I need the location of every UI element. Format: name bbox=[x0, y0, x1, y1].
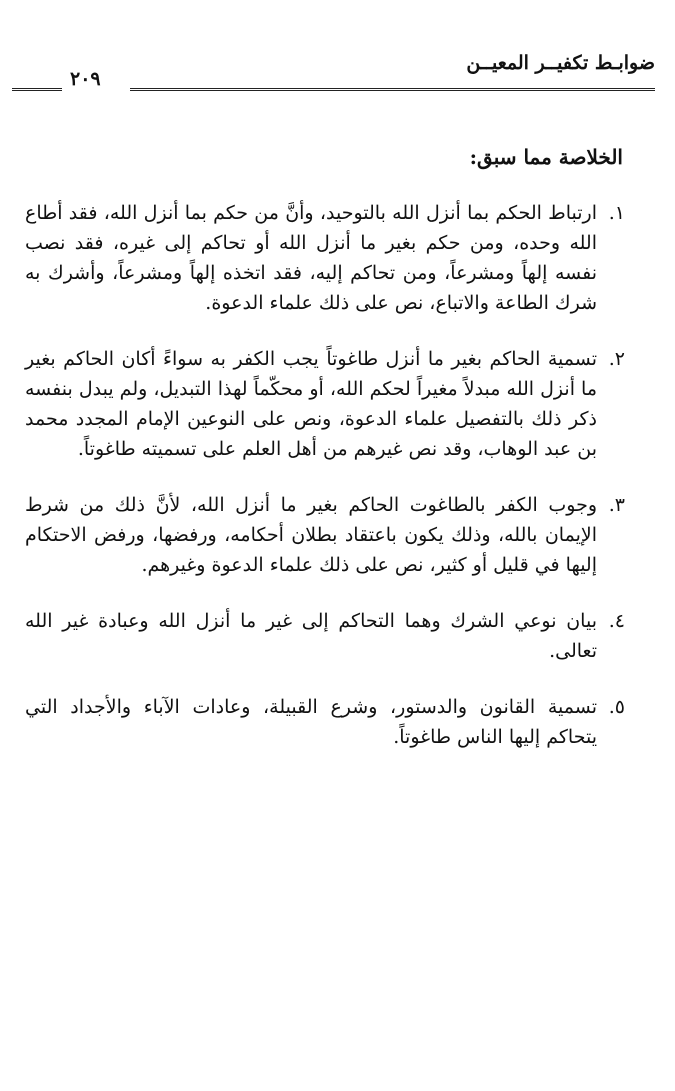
page-number: ٢٠٩ bbox=[70, 68, 101, 90]
item-text: تسمية القانون والدستور، وشرع القبيلة، وعادات الآباء والأجداد التي يتحاكم إليها الناس طاغوتاً. bbox=[25, 696, 597, 748]
item-text: ارتباط الحكم بما أنزل الله بالتوحيد، وأنَّ من حكم بما أنزل الله، فقد أطاع الله وحده، ومن حكم بغير ما أنزل الله أو تحاكم إلى غيره، فقد نصب نفسه إلهاً ومشرعاً، ومن تحاكم إليه، فقد اتخذه إلهاً ومشرعاً، وأشرك به شرك الطاعة والاتباع، نص على ذلك علماء الدعوة. bbox=[25, 202, 597, 314]
item-number: ٢. bbox=[608, 348, 625, 370]
list-item bbox=[25, 344, 625, 464]
item-text: وجوب الكفر بالطاغوت الحاكم بغير ما أنزل الله، لأنَّ ذلك من شرط الإيمان بالله، وذلك يكون باعتقاد بطلان أحكامه، ورفضها، ورفض الاحتكام إليها في قليل أو كثير، نص على ذلك علماء الدعوة وغيرهم. bbox=[25, 494, 597, 576]
item-number: ٤. bbox=[608, 610, 625, 632]
item-number: ٣. bbox=[608, 494, 625, 516]
item-number: ١. bbox=[608, 202, 625, 224]
book-title: ضوابـط تكفيــر المعيــن bbox=[466, 52, 655, 74]
list-item bbox=[25, 198, 625, 318]
header-rule-tail bbox=[12, 88, 62, 91]
section-title: الخلاصة مما سبق: bbox=[469, 145, 623, 169]
item-text: تسمية الحاكم بغير ما أنزل طاغوتاً يجب الكفر به سواءً أكان الحاكم بغير ما أنزل الله مبدلاً مغيراً لحكم الله، أو محكّماً لهذا التبديل، ولم يبدل بنفسه ذكر ذلك بالتفصيل علماء الدعوة، ونص على النوعين الإمام المجدد محمد بن عبد الوهاب، وقد نص غيرهم من أهل العلم على تسميته طاغوتاً. bbox=[25, 348, 597, 460]
summary-list bbox=[25, 198, 625, 778]
item-number: ٥. bbox=[608, 696, 625, 718]
list-item bbox=[25, 490, 625, 580]
header-rule bbox=[130, 88, 655, 91]
page-header bbox=[12, 52, 655, 98]
list-item bbox=[25, 606, 625, 666]
list-item bbox=[25, 692, 625, 752]
item-text: بيان نوعي الشرك وهما التحاكم إلى غير ما أنزل الله وعبادة غير الله تعالى. bbox=[25, 610, 597, 662]
